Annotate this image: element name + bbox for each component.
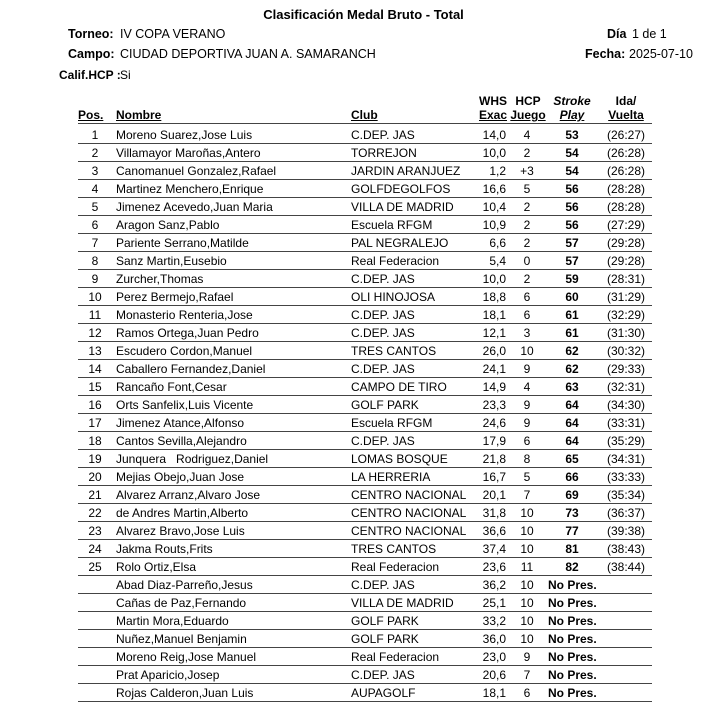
cell-pos: 11 (88, 308, 102, 322)
table-row (78, 504, 652, 522)
table-row (78, 216, 652, 234)
cell-hcp: 11 (520, 560, 534, 574)
cell-hcp: 2 (523, 272, 531, 286)
cell-nombre: Junquera Rodriguez,Daniel (116, 452, 269, 466)
cell-hcp: 9 (523, 398, 531, 412)
cell-club: TORREJON (351, 146, 417, 160)
cell-ida-vuelta: (35:34) (606, 488, 646, 502)
table-row (78, 432, 652, 450)
table-row (78, 522, 652, 540)
cell-whs: 23,6 (482, 560, 506, 574)
cell-stroke-play: 57 (565, 236, 579, 250)
cell-ida-vuelta: (38:43) (606, 542, 646, 556)
cell-ida-vuelta: (29:28) (606, 254, 646, 268)
cell-ida-vuelta: (32:31) (606, 380, 646, 394)
cell-hcp: 10 (520, 632, 534, 646)
cell-stroke-play: 53 (565, 128, 579, 142)
campo-value: CIUDAD DEPORTIVA JUAN A. SAMARANCH (120, 47, 376, 61)
cell-pos: 12 (88, 326, 102, 340)
col-header-ida-vuelta (600, 94, 652, 122)
cell-hcp: 2 (523, 218, 531, 232)
cell-club: C.DEP. JAS (351, 668, 415, 682)
cell-ida-vuelta: (28:28) (606, 182, 646, 196)
table-row (78, 270, 652, 288)
table-row (78, 378, 652, 396)
cell-whs: 24,1 (482, 362, 506, 376)
cell-club: LA HERRERIA (351, 470, 431, 484)
cell-whs: 36,0 (482, 632, 506, 646)
cell-hcp: 10 (520, 596, 534, 610)
cell-stroke-play: 62 (565, 362, 579, 376)
cell-nombre: Mejias Obejo,Juan Jose (116, 470, 245, 484)
cell-ida-vuelta: (39:38) (606, 524, 646, 538)
cell-nombre: Cantos Sevilla,Alejandro (116, 434, 247, 448)
cell-hcp: 6 (523, 686, 531, 700)
cell-stroke-play: No Pres. (548, 668, 597, 682)
table-row (78, 396, 652, 414)
cell-club: TRES CANTOS (351, 542, 437, 556)
fecha-value: 2025-07-10 (629, 47, 693, 61)
cell-stroke-play: 81 (565, 542, 579, 556)
col-header-whs-bottom: Exac (478, 108, 508, 122)
cell-stroke-play: 56 (565, 200, 579, 214)
cell-club: Escuela RFGM (351, 218, 433, 232)
cell-hcp: 6 (523, 434, 531, 448)
table-row (78, 558, 652, 576)
cell-stroke-play: 63 (565, 380, 579, 394)
cell-whs: 18,1 (482, 686, 506, 700)
cell-hcp: 9 (523, 650, 531, 664)
cell-pos: 2 (91, 146, 99, 160)
cell-whs: 17,9 (482, 434, 506, 448)
cell-nombre: Moreno Suarez,Jose Luis (116, 128, 253, 142)
cell-nombre: Prat Aparicio,Josep (116, 668, 220, 682)
cell-pos: 8 (91, 254, 99, 268)
cell-whs: 25,1 (482, 596, 506, 610)
cell-stroke-play: 56 (565, 218, 579, 232)
cell-whs: 20,6 (482, 668, 506, 682)
cell-pos: 17 (88, 416, 102, 430)
cell-pos: 21 (88, 488, 102, 502)
cell-whs: 18,8 (482, 290, 506, 304)
col-header-hcp (510, 94, 546, 122)
cell-hcp: 6 (523, 308, 531, 322)
cell-pos: 9 (91, 272, 99, 286)
cell-club: TRES CANTOS (351, 344, 437, 358)
col-header-club: Club (351, 108, 378, 122)
cell-nombre: Rojas Calderon,Juan Luis (116, 686, 254, 700)
cell-club: C.DEP. JAS (351, 362, 415, 376)
cell-whs: 12,1 (482, 326, 506, 340)
cell-ida-vuelta: (26:27) (606, 128, 646, 142)
cell-ida-vuelta: (36:37) (606, 506, 646, 520)
cell-stroke-play: 61 (565, 308, 579, 322)
campo-label: Campo: (68, 47, 115, 61)
cell-whs: 14,9 (482, 380, 506, 394)
cell-nombre: Cañas de Paz,Fernando (116, 596, 247, 610)
cell-ida-vuelta: (34:30) (606, 398, 646, 412)
cell-pos: 23 (88, 524, 102, 538)
cell-club: C.DEP. JAS (351, 578, 415, 592)
cell-pos: 10 (88, 290, 102, 304)
cell-ida-vuelta: (29:28) (606, 236, 646, 250)
cell-stroke-play: 60 (565, 290, 579, 304)
cell-ida-vuelta: (26:28) (606, 164, 646, 178)
cell-hcp: 7 (523, 668, 531, 682)
cell-club: Escuela RFGM (351, 416, 433, 430)
cell-whs: 24,6 (482, 416, 506, 430)
cell-whs: 10,0 (482, 146, 506, 160)
cell-ida-vuelta: (31:30) (606, 326, 646, 340)
cell-hcp: 10 (520, 578, 534, 592)
table-row (78, 126, 652, 144)
cell-hcp: 9 (523, 362, 531, 376)
cell-stroke-play: 64 (565, 416, 579, 430)
cell-hcp: 10 (520, 524, 534, 538)
cell-nombre: Martin Mora,Eduardo (116, 614, 229, 628)
cell-stroke-play: 82 (565, 560, 579, 574)
cell-club: Real Federacion (351, 254, 440, 268)
cell-nombre: Nuñez,Manuel Benjamin (116, 632, 247, 646)
calif-hcp-value: Si (120, 68, 131, 82)
cell-stroke-play: No Pres. (548, 650, 597, 664)
table-row (78, 144, 652, 162)
cell-pos: 25 (88, 560, 102, 574)
cell-nombre: Rolo Ortiz,Elsa (116, 560, 197, 574)
cell-pos: 19 (88, 452, 102, 466)
col-header-hcp-top: HCP (515, 94, 541, 108)
results-table (0, 126, 727, 702)
cell-stroke-play: 65 (565, 452, 579, 466)
cell-pos: 16 (88, 398, 102, 412)
table-row (78, 162, 652, 180)
cell-whs: 33,2 (482, 614, 506, 628)
cell-ida-vuelta: (30:32) (606, 344, 646, 358)
cell-nombre: Pariente Serrano,Matilde (116, 236, 249, 250)
table-row (78, 234, 652, 252)
cell-pos: 15 (88, 380, 102, 394)
cell-stroke-play: 69 (565, 488, 579, 502)
cell-nombre: Abad Diaz-Parreño,Jesus (116, 578, 253, 592)
table-row (78, 306, 652, 324)
torneo-value: IV COPA VERANO (120, 27, 226, 41)
cell-pos: 22 (88, 506, 102, 520)
cell-club: Real Federacion (351, 560, 440, 574)
cell-nombre: Zurcher,Thomas (116, 272, 204, 286)
table-row (78, 252, 652, 270)
cell-ida-vuelta: (28:31) (606, 272, 646, 286)
table-row (78, 468, 652, 486)
cell-nombre: Villamayor Maroñas,Antero (116, 146, 261, 160)
cell-stroke-play: No Pres. (548, 614, 597, 628)
cell-hcp: 7 (523, 488, 531, 502)
cell-hcp: 4 (523, 380, 531, 394)
table-row (78, 648, 652, 666)
cell-stroke-play: 56 (565, 182, 579, 196)
calif-hcp-label: Calif.HCP : (59, 68, 121, 82)
col-header-pos: Pos. (78, 108, 104, 122)
cell-club: CAMPO DE TIRO (351, 380, 447, 394)
cell-pos: 20 (88, 470, 102, 484)
cell-stroke-play: 61 (565, 326, 579, 340)
cell-whs: 23,0 (482, 650, 506, 664)
cell-ida-vuelta: (26:28) (606, 146, 646, 160)
col-header-hcp-bottom: Juego (510, 108, 546, 122)
cell-stroke-play: No Pres. (548, 578, 597, 592)
cell-club: C.DEP. JAS (351, 272, 415, 286)
cell-nombre: Caballero Fernandez,Daniel (116, 362, 266, 376)
cell-nombre: Canomanuel Gonzalez,Rafael (116, 164, 277, 178)
cell-nombre: Monasterio Renteria,Jose (116, 308, 253, 322)
cell-whs: 20,1 (482, 488, 506, 502)
table-row (78, 594, 652, 612)
cell-ida-vuelta: (32:29) (606, 308, 646, 322)
cell-club: GOLFDEGOLFOS (351, 182, 451, 196)
col-header-whs (476, 94, 510, 122)
table-row (78, 450, 652, 468)
col-header-ida-bottom: Vuelta (608, 108, 644, 122)
table-row (78, 180, 652, 198)
cell-stroke-play: 59 (565, 272, 579, 286)
cell-ida-vuelta: (33:31) (606, 416, 646, 430)
cell-hcp: 5 (523, 470, 531, 484)
cell-stroke-play: 66 (565, 470, 579, 484)
cell-hcp: 10 (520, 614, 534, 628)
cell-club: C.DEP. JAS (351, 308, 415, 322)
cell-nombre: de Andres Martin,Alberto (116, 506, 249, 520)
table-row (78, 666, 652, 684)
cell-stroke-play: 64 (565, 398, 579, 412)
cell-pos: 4 (91, 182, 99, 196)
table-row (78, 288, 652, 306)
cell-nombre: Moreno Reig,Jose Manuel (116, 650, 257, 664)
cell-club: OLI HINOJOSA (351, 290, 436, 304)
table-row (78, 612, 652, 630)
cell-pos: 5 (91, 200, 99, 214)
cell-stroke-play: 73 (565, 506, 579, 520)
cell-stroke-play: 77 (565, 524, 579, 538)
cell-hcp: 0 (523, 254, 531, 268)
col-header-nombre: Nombre (116, 108, 162, 122)
cell-club: GOLF PARK (351, 632, 419, 646)
cell-hcp: 10 (520, 344, 534, 358)
torneo-label: Torneo: (68, 27, 114, 41)
table-row (78, 684, 652, 702)
cell-pos: 24 (88, 542, 102, 556)
cell-club: CENTRO NACIONAL (351, 488, 467, 502)
table-row (78, 540, 652, 558)
col-header-stroke-play (548, 94, 596, 122)
cell-hcp: +3 (520, 164, 534, 178)
dia-value: 1 de 1 (632, 27, 667, 41)
cell-hcp: 2 (523, 236, 531, 250)
dia-label: Día (607, 27, 627, 41)
cell-whs: 26,0 (482, 344, 506, 358)
cell-pos: 13 (88, 344, 102, 358)
cell-club: C.DEP. JAS (351, 434, 415, 448)
cell-club: CENTRO NACIONAL (351, 524, 467, 538)
cell-stroke-play: 54 (565, 164, 579, 178)
cell-whs: 5,4 (489, 254, 506, 268)
cell-nombre: Alvarez Bravo,Jose Luis (116, 524, 245, 538)
cell-club: GOLF PARK (351, 614, 419, 628)
cell-nombre: Jimenez Acevedo,Juan Maria (116, 200, 273, 214)
fecha-label: Fecha: (585, 47, 626, 61)
cell-hcp: 2 (523, 200, 531, 214)
cell-whs: 16,7 (482, 470, 506, 484)
cell-nombre: Martinez Menchero,Enrique (116, 182, 264, 196)
cell-club: GOLF PARK (351, 398, 419, 412)
cell-ida-vuelta: (29:33) (606, 362, 646, 376)
cell-whs: 14,0 (482, 128, 506, 142)
cell-nombre: Jimenez Atance,Alfonso (116, 416, 245, 430)
table-row (78, 576, 652, 594)
cell-club: LOMAS BOSQUE (351, 452, 448, 466)
cell-pos: 7 (91, 236, 99, 250)
cell-stroke-play: 57 (565, 254, 579, 268)
table-row (78, 360, 652, 378)
cell-whs: 16,6 (482, 182, 506, 196)
cell-nombre: Ramos Ortega,Juan Pedro (116, 326, 259, 340)
table-row (78, 414, 652, 432)
cell-pos: 14 (88, 362, 102, 376)
header-divider (78, 123, 652, 124)
cell-stroke-play: No Pres. (548, 596, 597, 610)
cell-stroke-play: No Pres. (548, 632, 597, 646)
cell-club: C.DEP. JAS (351, 326, 415, 340)
cell-nombre: Alvarez Arranz,Alvaro Jose (116, 488, 261, 502)
cell-ida-vuelta: (28:28) (606, 200, 646, 214)
cell-hcp: 5 (523, 182, 531, 196)
cell-pos: 3 (91, 164, 99, 178)
cell-whs: 23,3 (482, 398, 506, 412)
cell-pos: 6 (91, 218, 99, 232)
cell-club: VILLA DE MADRID (351, 200, 454, 214)
cell-ida-vuelta: (27:29) (606, 218, 646, 232)
cell-club: JARDIN ARANJUEZ (351, 164, 461, 178)
table-row (78, 630, 652, 648)
cell-hcp: 10 (520, 542, 534, 556)
cell-hcp: 10 (520, 506, 534, 520)
cell-whs: 1,2 (489, 164, 506, 178)
col-header-ida-top: Ida/ (615, 94, 637, 108)
report-title: Clasificación Medal Bruto - Total (263, 7, 464, 22)
cell-ida-vuelta: (31:29) (606, 290, 646, 304)
cell-club: VILLA DE MADRID (351, 596, 454, 610)
cell-club: Real Federacion (351, 650, 440, 664)
cell-club: PAL NEGRALEJO (351, 236, 449, 250)
cell-whs: 18,1 (482, 308, 506, 322)
cell-ida-vuelta: (33:33) (606, 470, 646, 484)
cell-nombre: Sanz Martin,Eusebio (116, 254, 227, 268)
cell-hcp: 8 (523, 452, 531, 466)
cell-hcp: 3 (523, 326, 531, 340)
table-row (78, 198, 652, 216)
cell-nombre: Jakma Routs,Frits (116, 542, 213, 556)
cell-nombre: Rancaño Font,Cesar (116, 380, 227, 394)
cell-nombre: Orts Sanfelix,Luis Vicente (116, 398, 254, 412)
cell-club: C.DEP. JAS (351, 128, 415, 142)
cell-hcp: 2 (523, 146, 531, 160)
cell-whs: 10,0 (482, 272, 506, 286)
cell-nombre: Aragon Sanz,Pablo (116, 218, 220, 232)
col-header-whs-top: WHS (479, 94, 507, 108)
table-row (78, 342, 652, 360)
cell-ida-vuelta: (35:29) (606, 434, 646, 448)
cell-whs: 10,4 (482, 200, 506, 214)
cell-whs: 6,6 (489, 236, 506, 250)
cell-whs: 21,8 (482, 452, 506, 466)
cell-ida-vuelta: (34:31) (606, 452, 646, 466)
cell-hcp: 9 (523, 416, 531, 430)
col-header-stroke-top: Stroke (553, 94, 591, 108)
cell-hcp: 4 (523, 128, 531, 142)
cell-stroke-play: 64 (565, 434, 579, 448)
cell-whs: 10,9 (482, 218, 506, 232)
cell-club: CENTRO NACIONAL (351, 506, 467, 520)
cell-stroke-play: 62 (565, 344, 579, 358)
cell-whs: 31,8 (482, 506, 506, 520)
cell-ida-vuelta: (38:44) (606, 560, 646, 574)
cell-whs: 37,4 (482, 542, 506, 556)
cell-hcp: 6 (523, 290, 531, 304)
cell-pos: 18 (88, 434, 102, 448)
cell-stroke-play: 54 (565, 146, 579, 160)
table-row (78, 486, 652, 504)
cell-nombre: Perez Bermejo,Rafael (116, 290, 234, 304)
cell-club: AUPAGOLF (351, 686, 416, 700)
cell-pos: 1 (91, 128, 99, 142)
cell-stroke-play: No Pres. (548, 686, 597, 700)
cell-whs: 36,2 (482, 578, 506, 592)
table-row (78, 324, 652, 342)
cell-whs: 36,6 (482, 524, 506, 538)
cell-nombre: Escudero Cordon,Manuel (116, 344, 253, 358)
col-header-stroke-bottom: Play (559, 108, 585, 122)
